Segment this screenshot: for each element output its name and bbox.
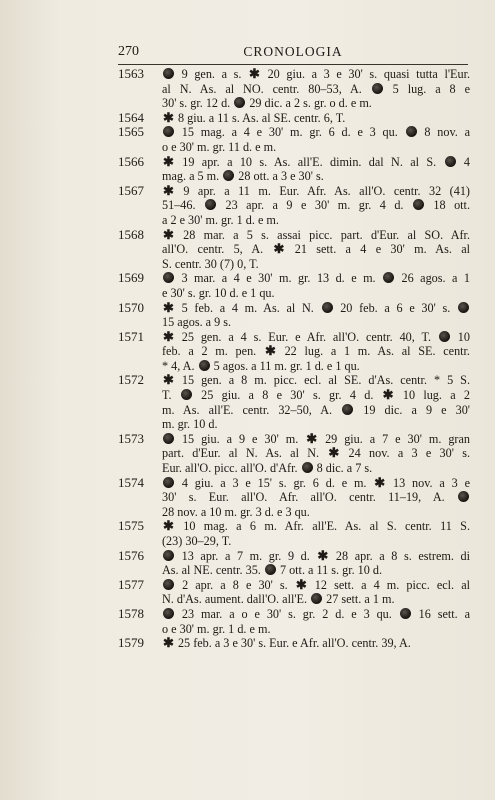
- lunar-eclipse-icon: [413, 199, 424, 210]
- line-text: 4 giu. a 3 e 15' s. gr. 6 d. e m.: [175, 475, 374, 490]
- line-text: S. centr. 30 (7) 0, T.: [162, 256, 259, 271]
- line-text: 15 agos. a 9 s.: [162, 315, 232, 330]
- year-entry: [118, 476, 470, 520]
- year-entry: [118, 607, 470, 636]
- line-text: m. As. all'E. centr. 32–50, A.: [162, 402, 342, 417]
- line-text: 8 giu. a 11 s. As. al SE. centr. 6, T.: [174, 110, 346, 125]
- entry-year: 1577: [118, 576, 144, 592]
- line-text: 29 giu. a 7 e 30' m. gran: [318, 431, 470, 446]
- lunar-eclipse-icon: [302, 462, 313, 473]
- solar-eclipse-icon: ✱: [163, 518, 174, 534]
- line-text: 30' s. gr. 12 d.: [162, 96, 234, 111]
- solar-eclipse-icon: ✱: [163, 182, 174, 198]
- line-text: 23 mar. a o e 30' s. gr. 2 d. e 3 qu.: [175, 606, 399, 621]
- year-entry: [118, 373, 470, 431]
- solar-eclipse-icon: ✱: [163, 153, 174, 169]
- line-text: m. gr. 10 d.: [162, 417, 218, 432]
- line-text: As. al NE. centr. 35.: [162, 563, 264, 578]
- line-text: 28 apr. a 8 s. estrem. di: [329, 548, 470, 563]
- entry-year: 1575: [118, 518, 144, 534]
- entry-line: [162, 140, 470, 155]
- lunar-eclipse-icon: [342, 404, 353, 415]
- year-entry: [118, 184, 470, 228]
- lunar-eclipse-icon: [163, 608, 174, 619]
- entry-line: [162, 344, 470, 359]
- line-text: 29 dic. a 2 s. gr. o d. e m.: [246, 96, 372, 111]
- entry-line: [162, 519, 470, 534]
- entry-line: [162, 198, 470, 213]
- line-text: 25 feb. a 3 e 30' s. Eur. e Afr. all'O. centr. 39, A.: [174, 636, 411, 651]
- line-text: 25 gen. a 4 s. Eur. e Afr. all'O. centr. 40, T.: [174, 329, 438, 344]
- year-entry: [118, 330, 470, 374]
- lunar-eclipse-icon: [163, 579, 174, 590]
- line-text: mag. a 5 m.: [162, 169, 223, 184]
- solar-eclipse-icon: ✱: [163, 328, 174, 344]
- solar-eclipse-icon: ✱: [317, 547, 329, 563]
- entry-line: [162, 563, 470, 578]
- lunar-eclipse-icon: [199, 360, 210, 371]
- year-entry: [118, 111, 470, 126]
- solar-eclipse-icon: ✱: [163, 299, 174, 315]
- entry-line: [162, 184, 470, 199]
- line-text: 19 apr. a 10 s. As. all'E. dimin. dal N. al S.: [174, 154, 444, 169]
- entry-year: 1570: [118, 299, 144, 315]
- entry-year: 1579: [118, 635, 144, 651]
- line-text: 28 ott. a 3 e 30' s.: [235, 169, 324, 184]
- entry-year: 1578: [118, 605, 144, 621]
- year-entry: [118, 578, 470, 607]
- entry-line: [162, 155, 470, 170]
- entry-line: [162, 490, 470, 505]
- entry-line: [162, 417, 470, 432]
- line-text: 21 sett. a 4 e 30' m. As. al: [285, 242, 470, 257]
- entry-line: [162, 388, 470, 403]
- line-text: all'O. centr. 5, A.: [162, 242, 273, 257]
- line-text: 51–46.: [162, 198, 204, 213]
- entry-line: [162, 67, 470, 82]
- line-text: 9 apr. a 11 m. Eur. Afr. As. all'O. centr. 32 (41): [174, 183, 470, 198]
- solar-eclipse-icon: ✱: [374, 474, 386, 490]
- entry-year: 1566: [118, 153, 144, 169]
- line-text: a 2 e 30' m. gr. 1 d. e m.: [162, 212, 279, 227]
- lunar-eclipse-icon: [372, 83, 383, 94]
- entry-line: [162, 228, 470, 243]
- line-text: 10: [450, 329, 470, 344]
- entry-line: [162, 169, 470, 184]
- entry-line: [162, 505, 470, 520]
- line-text: 27 sett. a 1 m.: [323, 592, 395, 607]
- line-text: 30' s. Eur. all'O. Afr. all'O. centr. 11–19, A.: [162, 490, 457, 505]
- lunar-eclipse-icon: [458, 491, 469, 502]
- line-text: al N. As. al NO. centr. 80–53, A.: [162, 81, 371, 96]
- line-text: N. d'As. aument. dall'O. all'E.: [162, 592, 311, 607]
- line-text: 25 giu. a 8 e 30' s. gr. 4 d.: [192, 388, 382, 403]
- year-entry: [118, 519, 470, 548]
- line-text: 5 lug. a 8 e: [383, 81, 470, 96]
- solar-eclipse-icon: ✱: [163, 635, 174, 651]
- line-text: 7 ott. a 11 s. gr. 10 d.: [276, 563, 383, 578]
- line-text: 10 lug. a 2: [394, 388, 471, 403]
- solar-eclipse-icon: ✱: [295, 576, 307, 592]
- lunar-eclipse-icon: [163, 477, 174, 488]
- entry-line: [162, 373, 470, 388]
- entry-line: [162, 622, 470, 637]
- entry-line: [162, 96, 470, 111]
- line-text: 16 sett. a: [411, 606, 470, 621]
- line-text: 13 nov. a 3 e: [386, 475, 470, 490]
- entry-line: [162, 111, 470, 126]
- entry-line: [162, 534, 470, 549]
- line-text: part. d'Eur. al N. As. al N.: [162, 446, 328, 461]
- entry-line: [162, 578, 470, 593]
- lunar-eclipse-icon: [234, 97, 245, 108]
- entry-line: [162, 592, 470, 607]
- entry-line: [162, 242, 470, 257]
- chronology-entries: [118, 67, 470, 651]
- line-text: 10 mag. a 6 m. Afr. all'E. As. al S. centr. 11 S.: [174, 519, 470, 534]
- year-entry: [118, 432, 470, 476]
- solar-eclipse-icon: ✱: [328, 445, 340, 461]
- entry-year: 1569: [118, 270, 144, 286]
- lunar-eclipse-icon: [311, 593, 322, 604]
- line-text: 8 nov. a: [417, 125, 470, 140]
- lunar-eclipse-icon: [163, 68, 174, 79]
- entry-line: [162, 636, 470, 651]
- line-text: 15 gen. a 8 m. picc. ecl. al SE. d'As. centr. * 5 S.: [174, 373, 470, 388]
- line-text: 26 agos. a 1: [395, 271, 470, 286]
- running-title: CRONOLOGIA: [243, 44, 343, 59]
- solar-eclipse-icon: ✱: [306, 430, 318, 446]
- line-text: o e 30' m. gr. 11 d. e m.: [162, 139, 277, 154]
- line-text: 15 mag. a 4 e 30' m. gr. 6 d. e 3 qu.: [175, 125, 405, 140]
- line-text: o e 30' m. gr. 1 d. e m.: [162, 621, 271, 636]
- lunar-eclipse-icon: [383, 272, 394, 283]
- lunar-eclipse-icon: [223, 170, 234, 181]
- line-text: T.: [162, 388, 180, 403]
- entry-year: 1576: [118, 547, 144, 563]
- line-text: (23) 30–29, T.: [162, 534, 232, 548]
- header-rule: [118, 64, 468, 65]
- year-entry: [118, 271, 470, 300]
- entry-line: [162, 286, 470, 301]
- lunar-eclipse-icon: [445, 156, 456, 167]
- line-text: 22 lug. a 1 m. As. al SE. centr.: [276, 344, 470, 359]
- entry-line: [162, 461, 470, 476]
- solar-eclipse-icon: ✱: [264, 343, 276, 359]
- entry-year: 1572: [118, 372, 144, 388]
- entry-line: [162, 403, 470, 418]
- line-text: e 30' s. gr. 10 d. e 1 qu.: [162, 285, 275, 300]
- entry-year: 1574: [118, 474, 144, 490]
- lunar-eclipse-icon: [400, 608, 411, 619]
- entry-line: [162, 301, 470, 316]
- entry-line: [162, 446, 470, 461]
- line-text: 18 ott.: [424, 198, 470, 213]
- lunar-eclipse-icon: [163, 272, 174, 283]
- line-text: 24 nov. a 3 e 30' s.: [340, 446, 470, 461]
- entry-line: [162, 607, 470, 622]
- entry-line: [162, 213, 470, 228]
- entry-line: [162, 476, 470, 491]
- entry-line: [162, 330, 470, 345]
- line-text: 13 apr. a 7 m. gr. 9 d.: [175, 548, 317, 563]
- line-text: 8 dic. a 7 s.: [313, 461, 373, 476]
- entry-year: 1565: [118, 124, 144, 140]
- lunar-eclipse-icon: [163, 126, 174, 137]
- entry-year: 1563: [118, 66, 144, 81]
- line-text: Eur. all'O. picc. all'O. d'Afr.: [162, 461, 301, 476]
- solar-eclipse-icon: ✱: [163, 372, 174, 388]
- line-text: 2 apr. a 8 e 30' s.: [175, 577, 295, 592]
- year-entry: [118, 155, 470, 184]
- entry-line: [162, 271, 470, 286]
- line-text: 23 apr. a 9 e 30' m. gr. 4 d.: [217, 198, 412, 213]
- line-text: 9 gen. a s.: [175, 67, 249, 81]
- line-text: 5 feb. a 4 m. As. al N.: [174, 300, 321, 315]
- entry-line: [162, 432, 470, 447]
- lunar-eclipse-icon: [322, 302, 333, 313]
- lunar-eclipse-icon: [181, 389, 192, 400]
- entry-year: 1564: [118, 109, 144, 125]
- line-text: 28 nov. a 10 m. gr. 3 d. e 3 qu.: [162, 504, 310, 519]
- solar-eclipse-icon: ✱: [163, 226, 174, 242]
- line-text: 3 mar. a 4 e 30' m. gr. 13 d. e m.: [175, 271, 383, 286]
- year-entry: [118, 125, 470, 154]
- lunar-eclipse-icon: [265, 564, 276, 575]
- line-text: 5 agos. a 11 m. gr. 1 d. e 1 qu.: [210, 358, 360, 373]
- entry-line: [162, 549, 470, 564]
- solar-eclipse-icon: ✱: [249, 66, 260, 81]
- line-text: 19 dic. a 9 e 30': [354, 402, 470, 417]
- line-text: 4: [456, 154, 470, 169]
- line-text: 28 mar. a 5 s. assai picc. part. d'Eur. al SO. Afr.: [174, 227, 470, 242]
- line-text: 12 sett. a 4 m. picc. ecl. al: [307, 577, 470, 592]
- year-entry: [118, 228, 470, 272]
- line-text: 20 giu. a 3 e 30' s. quasi tutta l'Eur.: [260, 67, 470, 81]
- solar-eclipse-icon: ✱: [273, 241, 285, 257]
- lunar-eclipse-icon: [205, 199, 216, 210]
- solar-eclipse-icon: ✱: [163, 109, 174, 125]
- page-header: [118, 44, 468, 66]
- line-text: feb. a 2 m. pen.: [162, 344, 264, 359]
- lunar-eclipse-icon: [163, 550, 174, 561]
- entry-line: [162, 257, 470, 272]
- year-entry: [118, 549, 470, 578]
- year-entry: [118, 67, 470, 111]
- entry-line: [162, 359, 470, 374]
- entry-line: [162, 315, 470, 330]
- entry-year: 1567: [118, 182, 144, 198]
- line-text: 20 feb. a 6 e 30' s.: [333, 300, 458, 315]
- year-entry: [118, 636, 470, 651]
- solar-eclipse-icon: ✱: [382, 387, 394, 403]
- year-entry: [118, 301, 470, 330]
- entry-year: 1568: [118, 226, 144, 242]
- page-number: 270: [118, 44, 139, 59]
- lunar-eclipse-icon: [406, 126, 417, 137]
- entry-line: [162, 82, 470, 97]
- line-text: 15 giu. a 9 e 30' m.: [175, 431, 306, 446]
- lunar-eclipse-icon: [163, 433, 174, 444]
- lunar-eclipse-icon: [458, 302, 469, 313]
- lunar-eclipse-icon: [439, 331, 450, 342]
- entry-year: 1573: [118, 430, 144, 446]
- entry-line: [162, 125, 470, 140]
- line-text: * 4, A.: [162, 358, 198, 373]
- entry-year: 1571: [118, 328, 144, 344]
